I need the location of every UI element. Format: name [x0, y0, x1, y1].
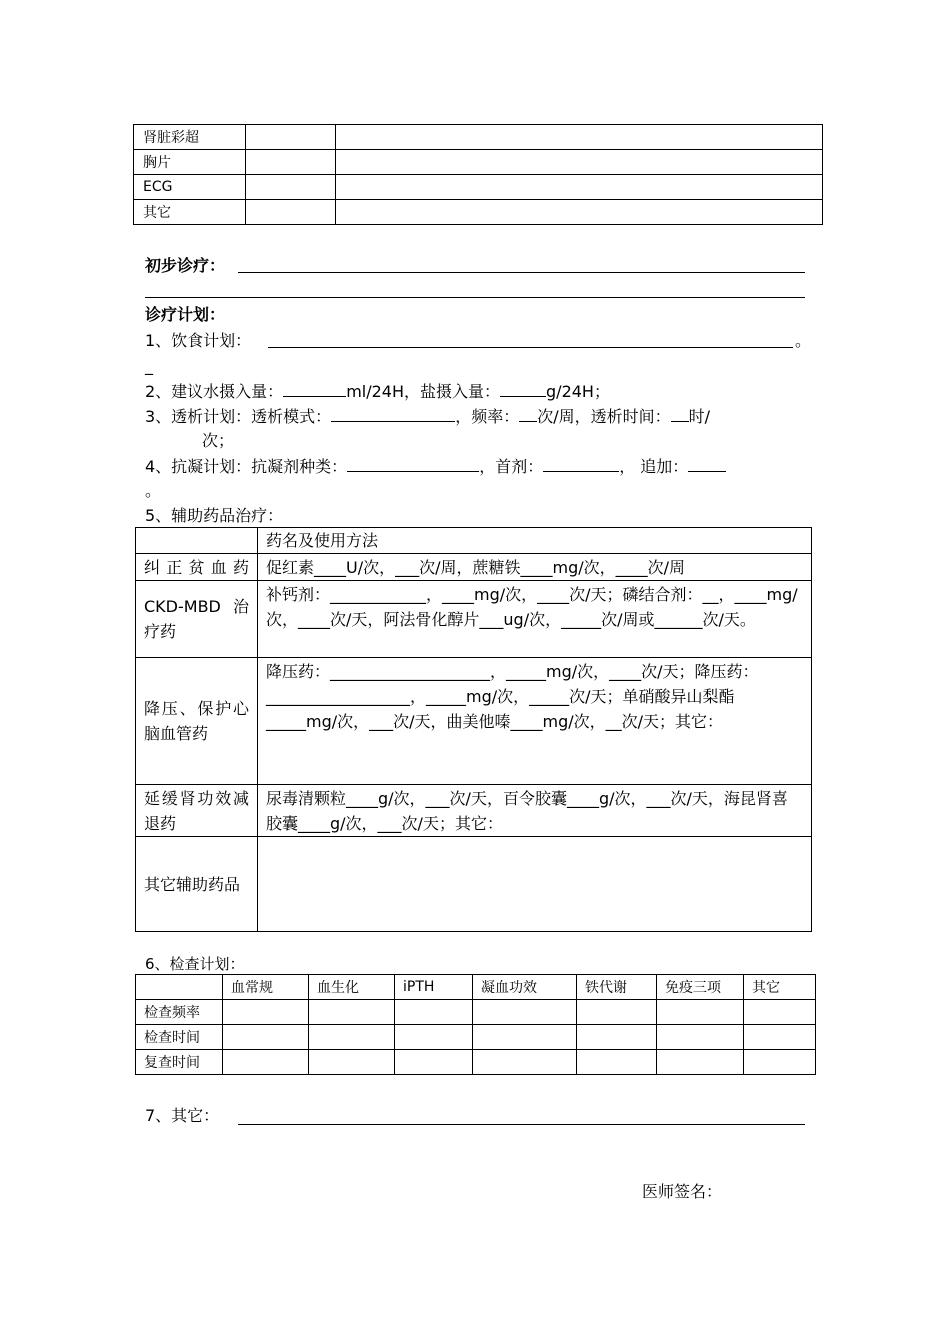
table-row [136, 1050, 816, 1075]
dialysis-time-blank[interactable] [671, 403, 689, 422]
column-header: 血生化 [309, 975, 395, 1000]
anticoag-plan-end: 。 [145, 481, 162, 500]
table-row [136, 581, 812, 658]
table-row [136, 554, 812, 581]
table-corner-cell [136, 528, 258, 554]
med-usage-renal[interactable]: 尿毒清颗粒____g/次，___次/天，百令胶囊____g/次，___次/天，海昆肾喜胶囊____g/次，___次/天；其它： [258, 785, 812, 837]
plan-cell[interactable] [577, 1000, 657, 1025]
table-row [136, 528, 812, 554]
row-header: 检查时间 [136, 1025, 223, 1050]
medication-table [135, 527, 812, 932]
anticoag-additional-blank[interactable] [688, 453, 726, 472]
plan-cell[interactable] [657, 1000, 744, 1025]
plan-cell[interactable] [657, 1025, 744, 1050]
plan-cell[interactable] [657, 1050, 744, 1075]
med-category-other: 其它辅助药品 [136, 837, 258, 932]
table-row [136, 1000, 816, 1025]
anticoag-first-dose-label: ，首剂： [479, 457, 544, 476]
med-category-ckd-mbd: CKD-MBD 治疗药 [136, 581, 258, 658]
exam-cell[interactable] [336, 150, 823, 175]
exam-row-label: 肾脏彩超 [134, 125, 246, 150]
salt-intake-blank[interactable] [500, 378, 546, 397]
diet-plan-fill-line[interactable] [268, 347, 793, 348]
plan-cell[interactable] [395, 1050, 473, 1075]
dialysis-frequency-label: ，频率： [455, 407, 520, 426]
anticoag-plan-line [145, 453, 726, 479]
anticoag-type-label: 4、抗凝计划：抗凝剂种类： [145, 457, 348, 476]
exam-cell[interactable] [246, 175, 336, 200]
exam-cell[interactable] [336, 125, 823, 150]
diet-plan-label: 1、饮食计划： [145, 331, 252, 350]
plan-cell[interactable] [395, 1025, 473, 1050]
column-header: 其它 [744, 975, 816, 1000]
column-header: 免疫三项 [657, 975, 744, 1000]
plan-cell[interactable] [309, 1025, 395, 1050]
exam-row-label: 其它 [134, 200, 246, 225]
plan-cell[interactable] [309, 1050, 395, 1075]
med-usage-ckd-mbd[interactable]: 补钙剂：____________，____mg/次，____次/天；磷结合剂：__，____mg/次，____次/天，阿法骨化醇片___ug/次，_____次/周或______次/天。 [258, 581, 812, 658]
dialysis-mode-blank[interactable] [331, 403, 455, 422]
table-row [134, 150, 823, 175]
salt-intake-label: ml/24H，盐摄入量： [346, 382, 501, 401]
exam-cell[interactable] [336, 200, 823, 225]
plan-cell[interactable] [473, 1000, 577, 1025]
diet-plan-end: 。 [795, 331, 812, 350]
plan-cell[interactable] [223, 1050, 309, 1075]
table-row [134, 175, 823, 200]
column-header: 血常规 [223, 975, 309, 1000]
salt-intake-unit: g/24H； [546, 382, 610, 401]
plan-cell[interactable] [577, 1050, 657, 1075]
exam-cell[interactable] [246, 125, 336, 150]
plan-cell[interactable] [309, 1000, 395, 1025]
plan-cell[interactable] [744, 1000, 816, 1025]
water-intake-blank[interactable] [283, 378, 346, 397]
exam-plan-title: 6、检查计划： [145, 955, 245, 973]
med-table-header: 药名及使用方法 [258, 528, 812, 554]
plan-cell[interactable] [223, 1025, 309, 1050]
plan-title: 诊疗计划： [145, 305, 226, 324]
diagnosis-fill-line[interactable] [238, 272, 805, 273]
plan-cell[interactable] [744, 1050, 816, 1075]
exam-row-label: ECG [134, 175, 246, 200]
plan-cell[interactable] [473, 1050, 577, 1075]
plan-cell[interactable] [577, 1025, 657, 1050]
water-intake-line [145, 378, 610, 404]
water-intake-label: 2、建议水摄入量： [145, 382, 284, 401]
med-usage-anemia[interactable]: 促红素____U/次，___次/周，蔗糖铁____mg/次，____次/周 [258, 554, 812, 581]
exam-cell[interactable] [246, 150, 336, 175]
other-label: 7、其它： [145, 1106, 220, 1125]
med-usage-bp[interactable]: 降压药：____________________，_____mg/次，____次/天；降压药：__________________，_____mg/次，_____次/天；单硝酸异山梨酯_____mg/次，___次/天，曲美他嗪____mg/次，__次/天；其它： [258, 658, 812, 785]
table-row [134, 125, 823, 150]
med-category-anemia: 纠正贫血药 [136, 554, 258, 581]
table-row [134, 200, 823, 225]
dialysis-frequency-blank[interactable] [519, 403, 537, 422]
plan-cell[interactable] [223, 1000, 309, 1025]
plan-cell[interactable] [395, 1000, 473, 1025]
med-category-renal: 延缓肾功效减退药 [136, 785, 258, 837]
column-header: iPTH [395, 975, 473, 1000]
aux-drug-title: 5、辅助药品治疗： [145, 506, 284, 525]
anticoag-additional-label: ， 追加： [619, 457, 689, 476]
exam-cell[interactable] [246, 200, 336, 225]
table-row [136, 975, 816, 1000]
anticoag-type-blank[interactable] [347, 453, 479, 472]
table-row [136, 1025, 816, 1050]
column-header: 凝血功效 [473, 975, 577, 1000]
exam-table [133, 124, 823, 225]
table-corner-cell [136, 975, 223, 1000]
other-fill-line[interactable] [238, 1124, 805, 1125]
exam-plan-table [135, 974, 816, 1075]
table-row [136, 785, 812, 837]
row-header: 复查时间 [136, 1050, 223, 1075]
dialysis-time-unit-2: 次； [202, 431, 235, 450]
doctor-signature-label: 医师签名： [642, 1182, 723, 1201]
diagnosis-fill-line-2[interactable] [145, 297, 805, 298]
plan-cell[interactable] [473, 1025, 577, 1050]
med-category-bp: 降压、保护心脑血管药 [136, 658, 258, 785]
row-header: 检查频率 [136, 1000, 223, 1025]
dialysis-plan-line [145, 403, 710, 429]
table-row [136, 837, 812, 932]
diagnosis-label: 初步诊疗： [145, 256, 226, 275]
anticoag-first-dose-blank[interactable] [543, 453, 619, 472]
table-row [136, 658, 812, 785]
dialysis-time-unit: 时/ [688, 407, 711, 426]
dialysis-time-label: 次/周，透析时间： [537, 407, 671, 426]
exam-cell[interactable] [336, 175, 823, 200]
exam-row-label: 胸片 [134, 150, 246, 175]
med-usage-other[interactable] [258, 837, 812, 932]
dialysis-mode-label: 3、透析计划：透析模式： [145, 407, 332, 426]
diet-plan-continuation: _ [145, 356, 153, 375]
plan-cell[interactable] [744, 1025, 816, 1050]
column-header: 铁代谢 [577, 975, 657, 1000]
